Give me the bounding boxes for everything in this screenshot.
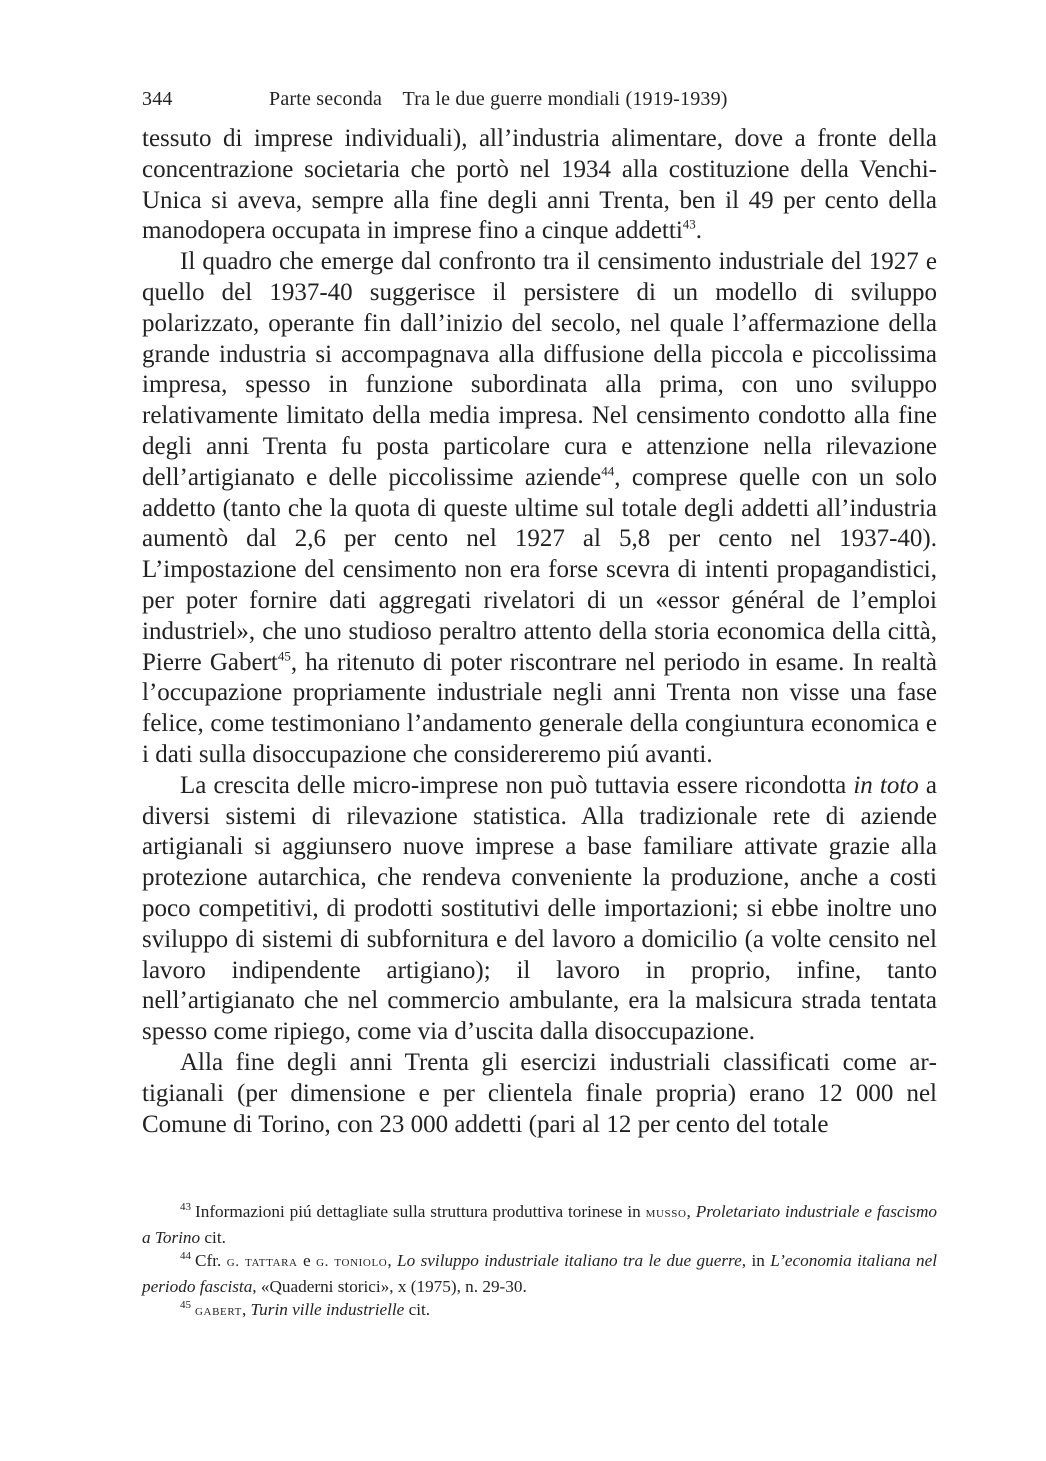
footnote-separator: , bbox=[241, 1300, 251, 1319]
footnotes bbox=[142, 1200, 937, 1324]
footnote-conjunction: e bbox=[297, 1251, 317, 1270]
footnote-ref-44[interactable]: 44 bbox=[601, 463, 615, 479]
paragraph-2 bbox=[142, 247, 937, 771]
footnote-number: 45 bbox=[180, 1299, 191, 1312]
footnote-title: Turin ville industrielle bbox=[250, 1300, 405, 1319]
footnote-ref-45[interactable]: 45 bbox=[277, 648, 291, 664]
footnote-text: Informazioni piú dettagliate sulla struttura produttiva torinese in bbox=[195, 1202, 646, 1221]
footnote-author: gabert bbox=[195, 1303, 242, 1319]
paragraph-4-text: Alla fine degli anni Trenta gli esercizi industriali classificati come artigianali (per dimensione e per clientela finale propria) erano 12 000 nel Comune di Torino, con 23 000 addetti (pari al 12 per cento del totale bbox=[142, 1048, 937, 1138]
paragraph-4 bbox=[142, 1048, 937, 1140]
paragraph-3-text-b: a diversi sistemi di rilevazione statistica. Alla tradizionale rete di aziende artigianali si aggiunsero nuove imprese a base familiare attivate grazie alla protezione autarchica, che rendeva conveniente la produzione, anche a costi poco competitivi, di prodotti sostitutivi delle importazioni; si ebbe inoltre uno sviluppo di sistemi di subfornitura e del lavoro a domicilio (a volte censito nel lavoro indipendente artigiano); il lavoro in proprio, infine, tanto nell’artigianato che nel commercio ambulante, era la malsicura strada tentata spesso come ripiego, come via d’uscita dalla disoccupazione. bbox=[142, 771, 937, 1046]
footnote-tail: , «Quaderni storici», x (1975), n. 29-30. bbox=[252, 1276, 527, 1296]
page bbox=[142, 82, 937, 1140]
footnote-separator: , bbox=[686, 1202, 696, 1221]
footnote-author: g. toniolo bbox=[316, 1254, 388, 1270]
section-title: Parte seconda Tra le due guerre mondiali (1919-1939) bbox=[269, 88, 728, 110]
paragraph-3 bbox=[142, 771, 937, 1048]
paragraph-3-italic: in toto bbox=[853, 771, 919, 799]
footnote-separator: , bbox=[387, 1251, 398, 1270]
running-head bbox=[142, 82, 937, 116]
paragraph-2-text-c: , ha ritenuto di poter riscontrare nel periodo in esame. In realtà l’occupazione propriamente industriale negli anni Trenta non visse una fase felice, come testimoniano l’andamento generale della congiuntura economica e i dati sulla disoccupazione che considereremo piú avanti. bbox=[142, 648, 937, 768]
footnote-author: g. tattara bbox=[226, 1254, 298, 1270]
paragraph-2-text-b: , comprese quelle con un solo addetto (tanto che la quota di queste ultime sul totale degli addetti all’industria aumentò dal 2,6 per cento nel 1927 al 5,8 per cento nel 1937-40). L’impostazione del censimento non era forse scevra di intenti propagandistici, per poter fornire dati aggregati rivelatori di un «essor général de l’emploi industriel», che uno studioso peraltro attento della storia economica della città, Pierre Gabert bbox=[142, 463, 937, 676]
footnote-title: Proletariato industriale e fascismo a Torino bbox=[142, 1202, 938, 1247]
page-number: 344 bbox=[142, 88, 173, 110]
paragraph-2-text-a: Il quadro che emerge dal confronto tra il censimento industriale del 1927 e quello del 1937-40 suggerisce il persistere di un modello di sviluppo polarizzato, operante fin dall’inizio del secolo, nel quale l’affermazione della grande industria si accompagnava alla diffusione della piccola e piccolissima impresa, spesso in funzione subordinata alla prima, con uno sviluppo relativamente limitato della media impresa. Nel censimento condotto alla fine degli anni Trenta fu posta particolare cura e attenzione nella rilevazione dell’artigianato e delle piccolissime aziende bbox=[142, 248, 937, 491]
footnote-text: Cfr. bbox=[195, 1251, 227, 1270]
footnote-45 bbox=[142, 1298, 937, 1324]
footnote-title-2: L’economia italiana nel periodo fascista bbox=[142, 1251, 938, 1296]
footnote-author: musso bbox=[645, 1205, 687, 1221]
body-text bbox=[142, 124, 937, 1140]
footnote-44 bbox=[142, 1249, 937, 1298]
paragraph-1 bbox=[142, 124, 937, 247]
footnote-43 bbox=[142, 1200, 937, 1249]
paragraph-1-tail: . bbox=[695, 217, 703, 245]
footnote-tail: cit. bbox=[200, 1227, 226, 1247]
footnote-tail: cit. bbox=[404, 1300, 431, 1319]
paragraph-3-text-a: La crescita delle micro-imprese non può tuttavia essere ricondotta bbox=[180, 771, 854, 799]
footnote-text-mid: , in bbox=[741, 1251, 771, 1270]
footnote-title: Lo sviluppo industriale italiano tra le due guerre bbox=[397, 1251, 742, 1270]
footnote-ref-43[interactable]: 43 bbox=[682, 217, 696, 233]
footnote-number: 43 bbox=[180, 1201, 191, 1214]
paragraph-1-text: tessuto di imprese individuali), all’industria alimentare, dove a fronte della concentrazione societaria che portò nel 1934 alla costituzione della Venchi-Unica si aveva, sempre alla fine degli anni Trenta, ben il 49 per cento della manodopera occupata in imprese fino a cinque addetti bbox=[142, 125, 937, 245]
footnote-number: 44 bbox=[180, 1250, 191, 1263]
